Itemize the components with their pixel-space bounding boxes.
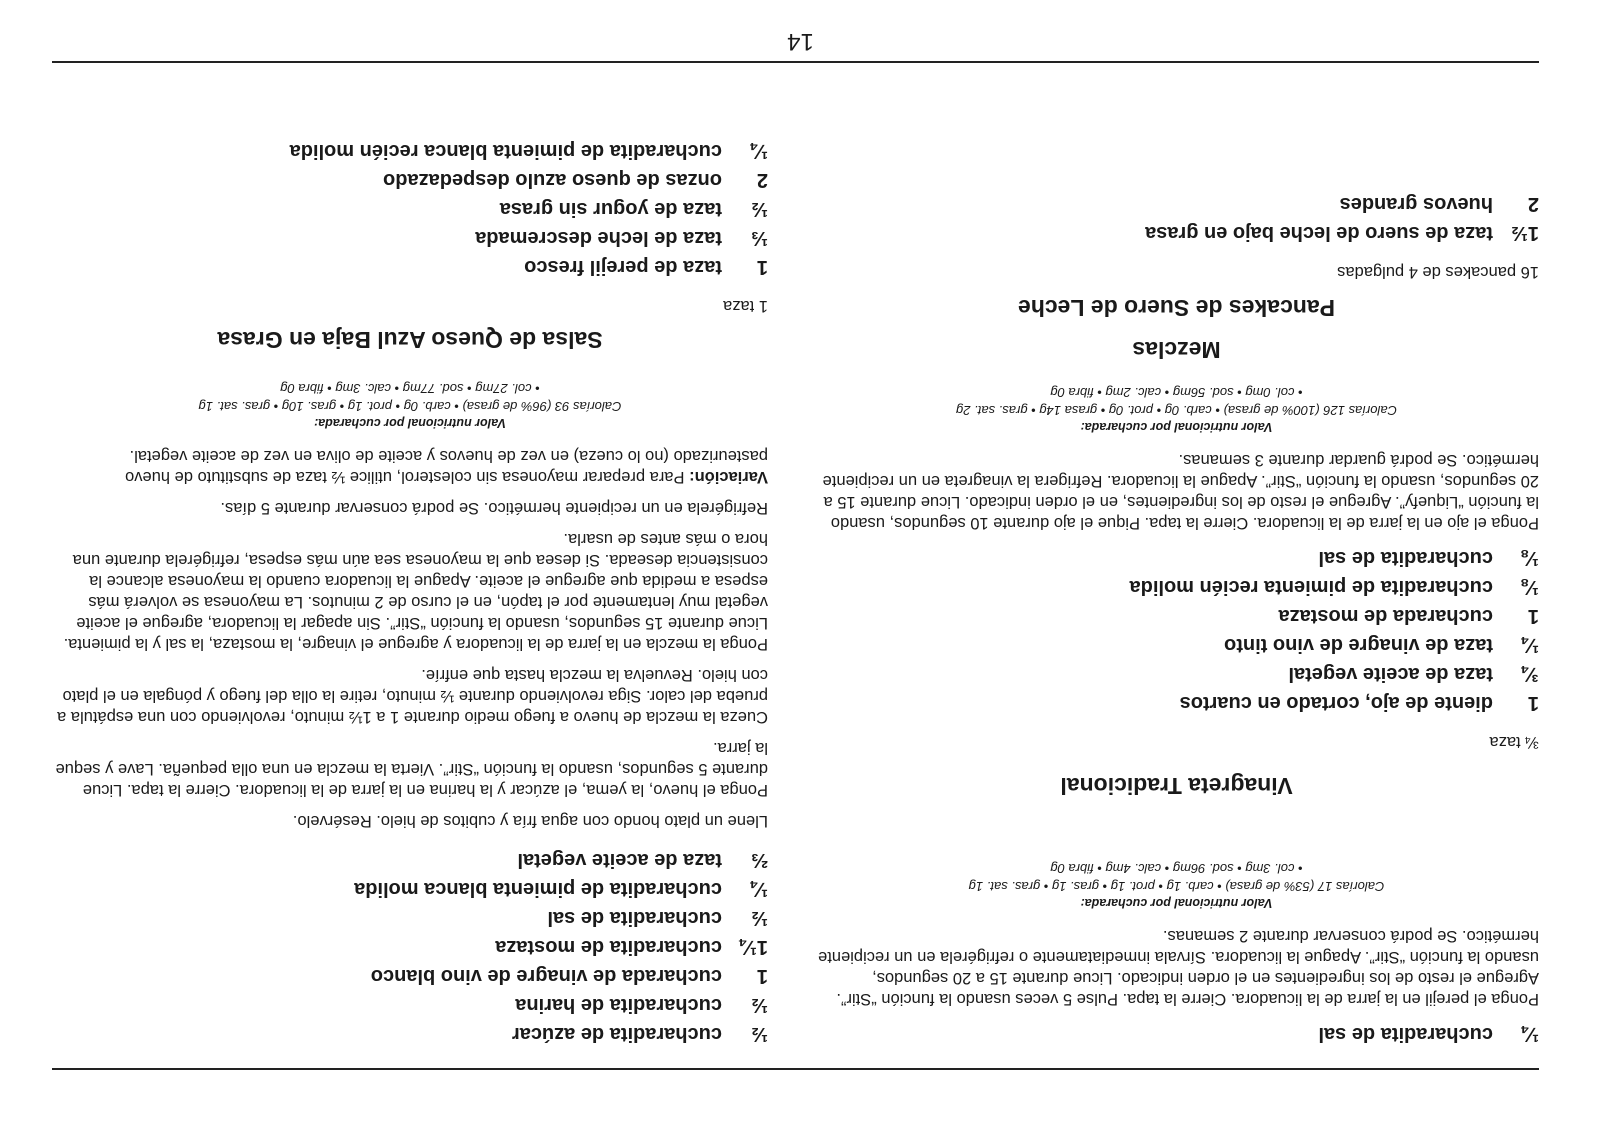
- ingredient-row: [814, 543, 1539, 572]
- ingredient-row: [814, 1019, 1539, 1048]
- ingredient-row: [814, 218, 1539, 247]
- ingredient-row: [52, 136, 768, 165]
- ingredient-qty: ½: [751, 1023, 768, 1045]
- ingredient-qty: 2: [756, 169, 768, 191]
- recipe-title: Pancakes de Suero de Leche: [1017, 295, 1336, 321]
- ingredient-qty: ¼: [751, 878, 768, 900]
- ingredient-qty: ⅛: [1522, 576, 1539, 598]
- instructions-paragraph: Llene un plato hondo con agua fría y cubitos de hielo. Resérvelo.: [292, 812, 768, 830]
- ingredient-row: [52, 932, 768, 961]
- ingredient-text: cucharadita de pimienta recién molida: [1129, 576, 1493, 598]
- ingredient-row: [814, 659, 1539, 688]
- recipe-yield: 1 taza: [723, 297, 768, 315]
- ingredient-qty: ⅔: [751, 849, 768, 871]
- section-title: Mezclas: [1132, 337, 1221, 363]
- nutrition-line: • col. 3mg • sod. 96mg • calc. 4mg • fibra 0g: [1050, 861, 1303, 876]
- ingredient-row: [52, 961, 768, 990]
- ingredient-row: [52, 990, 768, 1019]
- ingredient-text: taza de perejil fresco: [524, 256, 722, 278]
- ingredient-qty: ½: [751, 994, 768, 1016]
- ingredient-qty: 2: [1527, 193, 1539, 215]
- ingredient-qty: 1: [1527, 605, 1539, 627]
- ingredient-row: [52, 1019, 768, 1048]
- ingredient-qty: 1: [756, 965, 768, 987]
- ingredient-text: taza de yogur sin grasa: [499, 198, 722, 220]
- ingredient-row: [814, 189, 1539, 218]
- recipe-title: Salsa de Queso Azul Baja en Grasa: [217, 327, 603, 353]
- instructions-paragraph: Refrigérela en un recipiente hermético. Se podrá conservar durante 5 días.: [220, 499, 768, 517]
- ingredient-text: cucharadita de sal: [1318, 547, 1493, 569]
- nutrition-line: Calorías 126 (100% de grasa) • carb. 0g • prot. 0g • grasa 14g • gras. sat. 2g: [956, 403, 1397, 418]
- ingredient-row: [52, 903, 768, 932]
- ingredient-text: cucharadita de sal: [547, 907, 722, 929]
- recipe-title: Vinagreta Tradicional: [1060, 773, 1293, 799]
- ingredient-text: cucharada de mostaza: [1278, 605, 1493, 627]
- ingredient-text: huevos grandes: [1339, 193, 1493, 215]
- ingredient-qty: ¼: [1522, 1023, 1539, 1045]
- ingredient-qty: 1: [756, 256, 768, 278]
- ingredient-qty: ⅛: [1522, 547, 1539, 569]
- ingredient-row: [814, 572, 1539, 601]
- ingredient-text: taza de vinagre de vino tinto: [1224, 634, 1493, 656]
- ingredient-row: [52, 874, 768, 903]
- instructions-paragraph: Cueza la mezcla de huevo a fuego medio durante 1 a 1½ minuto, revolviendo con una espátula a prueba del calor. Siga revolviendo durante ½ minuto, retire la olla del fuego y póngala en el plato con hielo. Revuelva la mezcla hasta que enfríe.: [57, 666, 768, 726]
- ingredient-qty: ¼: [751, 140, 768, 162]
- ingredient-text: taza de leche descremada: [475, 227, 722, 249]
- recipe-yield: 16 pancakes de 4 pulgadas: [1337, 263, 1539, 281]
- ingredient-qty: 1¼: [740, 936, 768, 958]
- recipe-yield: ¾ taza: [1489, 733, 1539, 751]
- nutrition-line: • col. 0mg • sod. 56mg • calc. 2mg • fibra 0g: [1050, 385, 1303, 400]
- ingredient-text: cucharada de vinagre de vino blanco: [370, 965, 722, 987]
- ingredient-text: taza de suero de leche bajo en grasa: [1145, 222, 1493, 244]
- ingredient-row: [52, 845, 768, 874]
- ingredient-qty: ¾: [1522, 663, 1539, 685]
- top-rule: [52, 1068, 1539, 1070]
- right-column: [52, 136, 768, 1048]
- bottom-rule: [52, 61, 1539, 63]
- nutrition-title: Valor nutricional por cucharada:: [1080, 896, 1273, 910]
- ingredient-text: diente de ajo, cortado en cuartos: [1179, 692, 1493, 714]
- ingredient-row: [52, 252, 768, 281]
- ingredient-text: cucharadita de sal: [1318, 1023, 1493, 1045]
- ingredient-qty: 1: [1527, 692, 1539, 714]
- ingredient-row: [814, 601, 1539, 630]
- ingredient-text: taza de aceite vegetal: [1288, 663, 1493, 685]
- ingredient-qty: ¼: [1522, 634, 1539, 656]
- nutrition-line: • col. 27mg • sod. 77mg • calc. 3mg • fibra 0g: [280, 381, 540, 396]
- ingredient-text: cucharadita de pimienta blanca molida: [354, 878, 722, 900]
- variation-text: Para preparar mayonesa sin colesterol, utilice ½ taza de substituto de huevo pasteurizado (no lo cueza) en vez de huevos y aceite de oliva en vez de aceite vegetal.: [125, 447, 768, 486]
- variation-paragraph: [52, 445, 768, 487]
- ingredient-qty: ⅓: [751, 227, 768, 249]
- instructions-paragraph: Ponga la mezcla en la jarra de la licuadora y agregue el vinagre, la mostaza, la sal y la pimienta. Licue durante 15 segundos, usando la función “Stir”. Sin apagar la licuadora, agregue el aceite vegetal muy lentamente por el tapón, en el curso de 2 minutos. La mayonesa se volverá más espesa a medida que agregue el aceite. Apague la licuadora cuando la mayonesa alcance la consistencia deseada. Si desea que la mayonesa sea aún más espesa, refrigérela durante una hora o más antes de usarla.: [63, 530, 768, 653]
- ingredient-row: [814, 630, 1539, 659]
- instructions-paragraph: Ponga el ajo en la jarra de la licuadora. Cierre la tapa. Pique el ajo durante 10 segundos, usando la función “Liquefy”. Agregue el resto de los ingredientes, en el orden indicado. Licue durante 15 a 20 segundos, usando la función “Stir”. Apague la licuadora. Refrigera la vinagreta en un recipiente hermético. Se podrá guardar durante 3 semanas.: [822, 451, 1539, 532]
- variation-label: Variación:: [689, 468, 768, 486]
- ingredient-text: cucharadita de azúcar: [511, 1023, 722, 1045]
- ingredient-qty: 1½: [1511, 222, 1539, 244]
- ingredient-qty: ½: [751, 198, 768, 220]
- ingredient-qty: ½: [751, 907, 768, 929]
- nutrition-line: Calorías 17 (53% de grasa) • carb. 1g • prot. 1g • gras. 1g • gras. sat. 1g: [968, 879, 1385, 894]
- left-column: [814, 189, 1539, 1048]
- nutrition-line: Calorías 93 (96% de grasa) • carb. 0g • prot. 1g • gras. 10g • gras. sat. 1g: [198, 399, 622, 414]
- nutrition-title: Valor nutricional por cucharada:: [314, 416, 506, 430]
- ingredient-text: cucharadita de pimienta blanca recién molida: [289, 140, 722, 162]
- page-number: 14: [787, 28, 814, 55]
- ingredient-row: [814, 688, 1539, 717]
- instructions-paragraph: Ponga el perejil en la jarra de la licuadora. Cierre la tapa. Pulse 5 veces usando la función “Stir”. Agregue el resto de los ingredientes en el orden indicado. Licue durante 15 a 20 segundos, usando la función “Stir”. Apague la licuadora. Sírvala inmediatamente o refrigérela en un recipiente hermético. Se podrá conservar durante 2 semanas.: [818, 927, 1539, 1008]
- ingredient-row: [52, 194, 768, 223]
- ingredient-text: onzas de queso azulo despedazado: [383, 169, 722, 191]
- ingredient-text: cucharadita de harina: [515, 994, 722, 1016]
- ingredient-row: [52, 223, 768, 252]
- instructions-paragraph: Ponga el huevo, la yema, el azúcar y la harina en la jarra de la licuadora. Cierre la tapa. Licue durante 5 segundos, usando la función “Stir”. Vierta la mezcla en una olla pequeña. Lave y seque la jarra.: [55, 739, 768, 799]
- ingredient-text: cucharadita de mostaza: [495, 936, 722, 958]
- nutrition-title: Valor nutricional por cucharada:: [1080, 420, 1273, 434]
- ingredient-row: [52, 165, 768, 194]
- ingredient-text: taza de aceite vegetal: [517, 849, 722, 871]
